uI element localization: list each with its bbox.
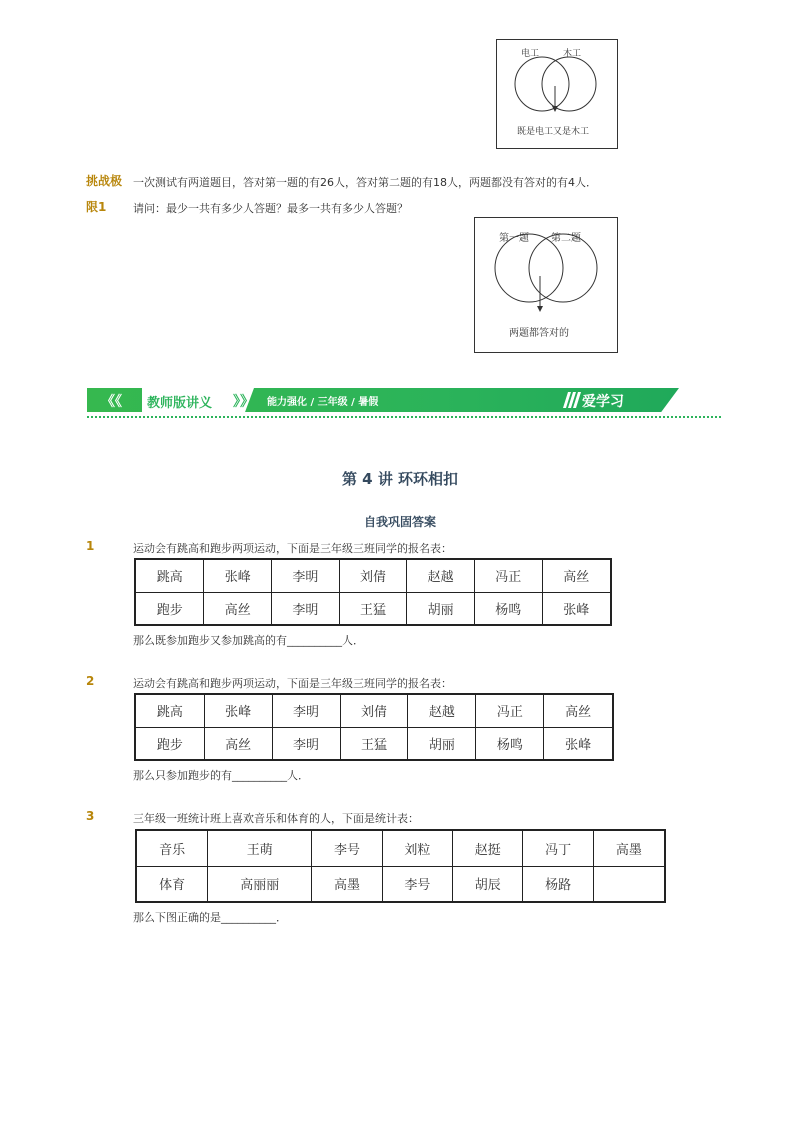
question-number: 1 — [86, 539, 95, 553]
challenge-text-line2: 请问：最少一共有多少人答题？最多一共有多少人答题？ — [133, 202, 408, 215]
question-number: 2 — [86, 674, 95, 688]
venn-label-second: 第二题 — [551, 233, 581, 244]
chevron-right-icon: 》》 — [233, 394, 254, 410]
signup-table-1 — [134, 558, 612, 626]
venn-label-right: 木工 — [563, 49, 582, 59]
question-prompt: 运动会有跳高和跑步两项运动，下面是三年级三班同学的报名表： — [133, 542, 452, 555]
venn-diagram-electrician-carpenter — [496, 39, 618, 149]
table-row — [136, 866, 665, 902]
table-cell: 王萌 — [208, 830, 312, 866]
banner-subtitle: 能力强化 / 三年级 / 暑假 — [267, 397, 379, 408]
banner-title-main: 教师版 — [147, 396, 187, 411]
section-title: 自我巩固答案 — [363, 515, 436, 529]
table-cell: 胡丽 — [407, 592, 475, 625]
challenge-label-number: 限1 — [86, 200, 107, 214]
table-cell: 李明 — [272, 592, 340, 625]
table-cell: 张峰 — [204, 694, 272, 727]
table-cell: 冯丁 — [523, 830, 593, 866]
table-cell: 张峰 — [204, 559, 272, 592]
challenge-label: 挑战极 — [86, 174, 123, 188]
table-cell: 王猛 — [340, 727, 408, 760]
table-cell — [593, 866, 665, 902]
table-cell: 刘倩 — [339, 559, 407, 592]
challenge-text-line1: 一次测试有两道题目，答对第一题的有26人，答对第二题的有18人，两题都没有答对的有4人． — [133, 176, 597, 189]
lecture-title: 第 4 讲 环环相扣 — [341, 470, 459, 488]
table-cell: 李明 — [272, 694, 340, 727]
signup-table-2 — [134, 693, 614, 761]
table-cell-header: 体育 — [136, 866, 208, 902]
venn-caption-2: 两题都答对的 — [509, 328, 569, 339]
table-cell-header: 跳高 — [135, 559, 204, 592]
table-cell: 李号 — [312, 830, 382, 866]
table-cell: 杨鸣 — [476, 727, 544, 760]
table-cell: 冯正 — [476, 694, 544, 727]
table-cell: 高墨 — [312, 866, 382, 902]
table-cell: 高丝 — [542, 559, 611, 592]
venn-label-left: 电工 — [521, 49, 540, 59]
header-banner — [87, 388, 679, 412]
banner-brand: 爱学习 — [582, 394, 624, 410]
table-cell: 刘倩 — [340, 694, 408, 727]
table-cell: 刘粒 — [382, 830, 452, 866]
brand-logo-icon — [563, 392, 581, 408]
venn-caption: 既是电工又是木工 — [517, 127, 590, 137]
table-cell: 李明 — [272, 727, 340, 760]
table-cell: 王猛 — [339, 592, 407, 625]
table-cell: 高丝 — [204, 592, 272, 625]
table-cell: 赵越 — [408, 694, 476, 727]
table-cell: 李号 — [382, 866, 452, 902]
table-row — [135, 559, 611, 592]
venn-label-first: 第一题 — [499, 233, 529, 244]
question-followup: 那么只参加跑步的有__________人． — [133, 769, 309, 782]
table-cell: 张峰 — [544, 727, 613, 760]
table-cell: 杨路 — [523, 866, 593, 902]
table-cell: 高墨 — [593, 830, 665, 866]
chevron-left-icon: 《《 — [101, 394, 122, 410]
table-cell: 胡丽 — [408, 727, 476, 760]
question-followup: 那么既参加跑步又参加跳高的有__________人． — [133, 634, 364, 647]
statistics-table — [135, 829, 666, 903]
venn-diagram-questions — [474, 217, 618, 353]
table-row — [135, 592, 611, 625]
table-cell-header: 跑步 — [135, 592, 204, 625]
table-cell-header: 音乐 — [136, 830, 208, 866]
table-cell: 赵越 — [407, 559, 475, 592]
table-cell-header: 跳高 — [135, 694, 204, 727]
table-row — [136, 830, 665, 866]
question-prompt: 运动会有跳高和跑步两项运动，下面是三年级三班同学的报名表： — [133, 677, 452, 690]
table-cell: 张峰 — [542, 592, 611, 625]
table-cell: 杨鸣 — [474, 592, 542, 625]
question-prompt: 三年级一班统计班上喜欢音乐和体育的人，下面是统计表： — [133, 812, 419, 825]
table-cell: 高丝 — [544, 694, 613, 727]
table-cell: 高丽丽 — [208, 866, 312, 902]
table-cell: 高丝 — [204, 727, 272, 760]
table-cell: 赵挺 — [453, 830, 523, 866]
banner-divider — [87, 416, 721, 418]
question-number: 3 — [86, 809, 95, 823]
table-row — [135, 727, 613, 760]
table-row — [135, 694, 613, 727]
table-cell: 李明 — [272, 559, 340, 592]
table-cell: 冯正 — [474, 559, 542, 592]
banner-title — [147, 392, 212, 411]
table-cell: 胡辰 — [453, 866, 523, 902]
question-followup: 那么下图正确的是__________． — [133, 911, 287, 924]
banner-title-suffix: 讲义 — [186, 396, 213, 411]
table-cell-header: 跑步 — [135, 727, 204, 760]
